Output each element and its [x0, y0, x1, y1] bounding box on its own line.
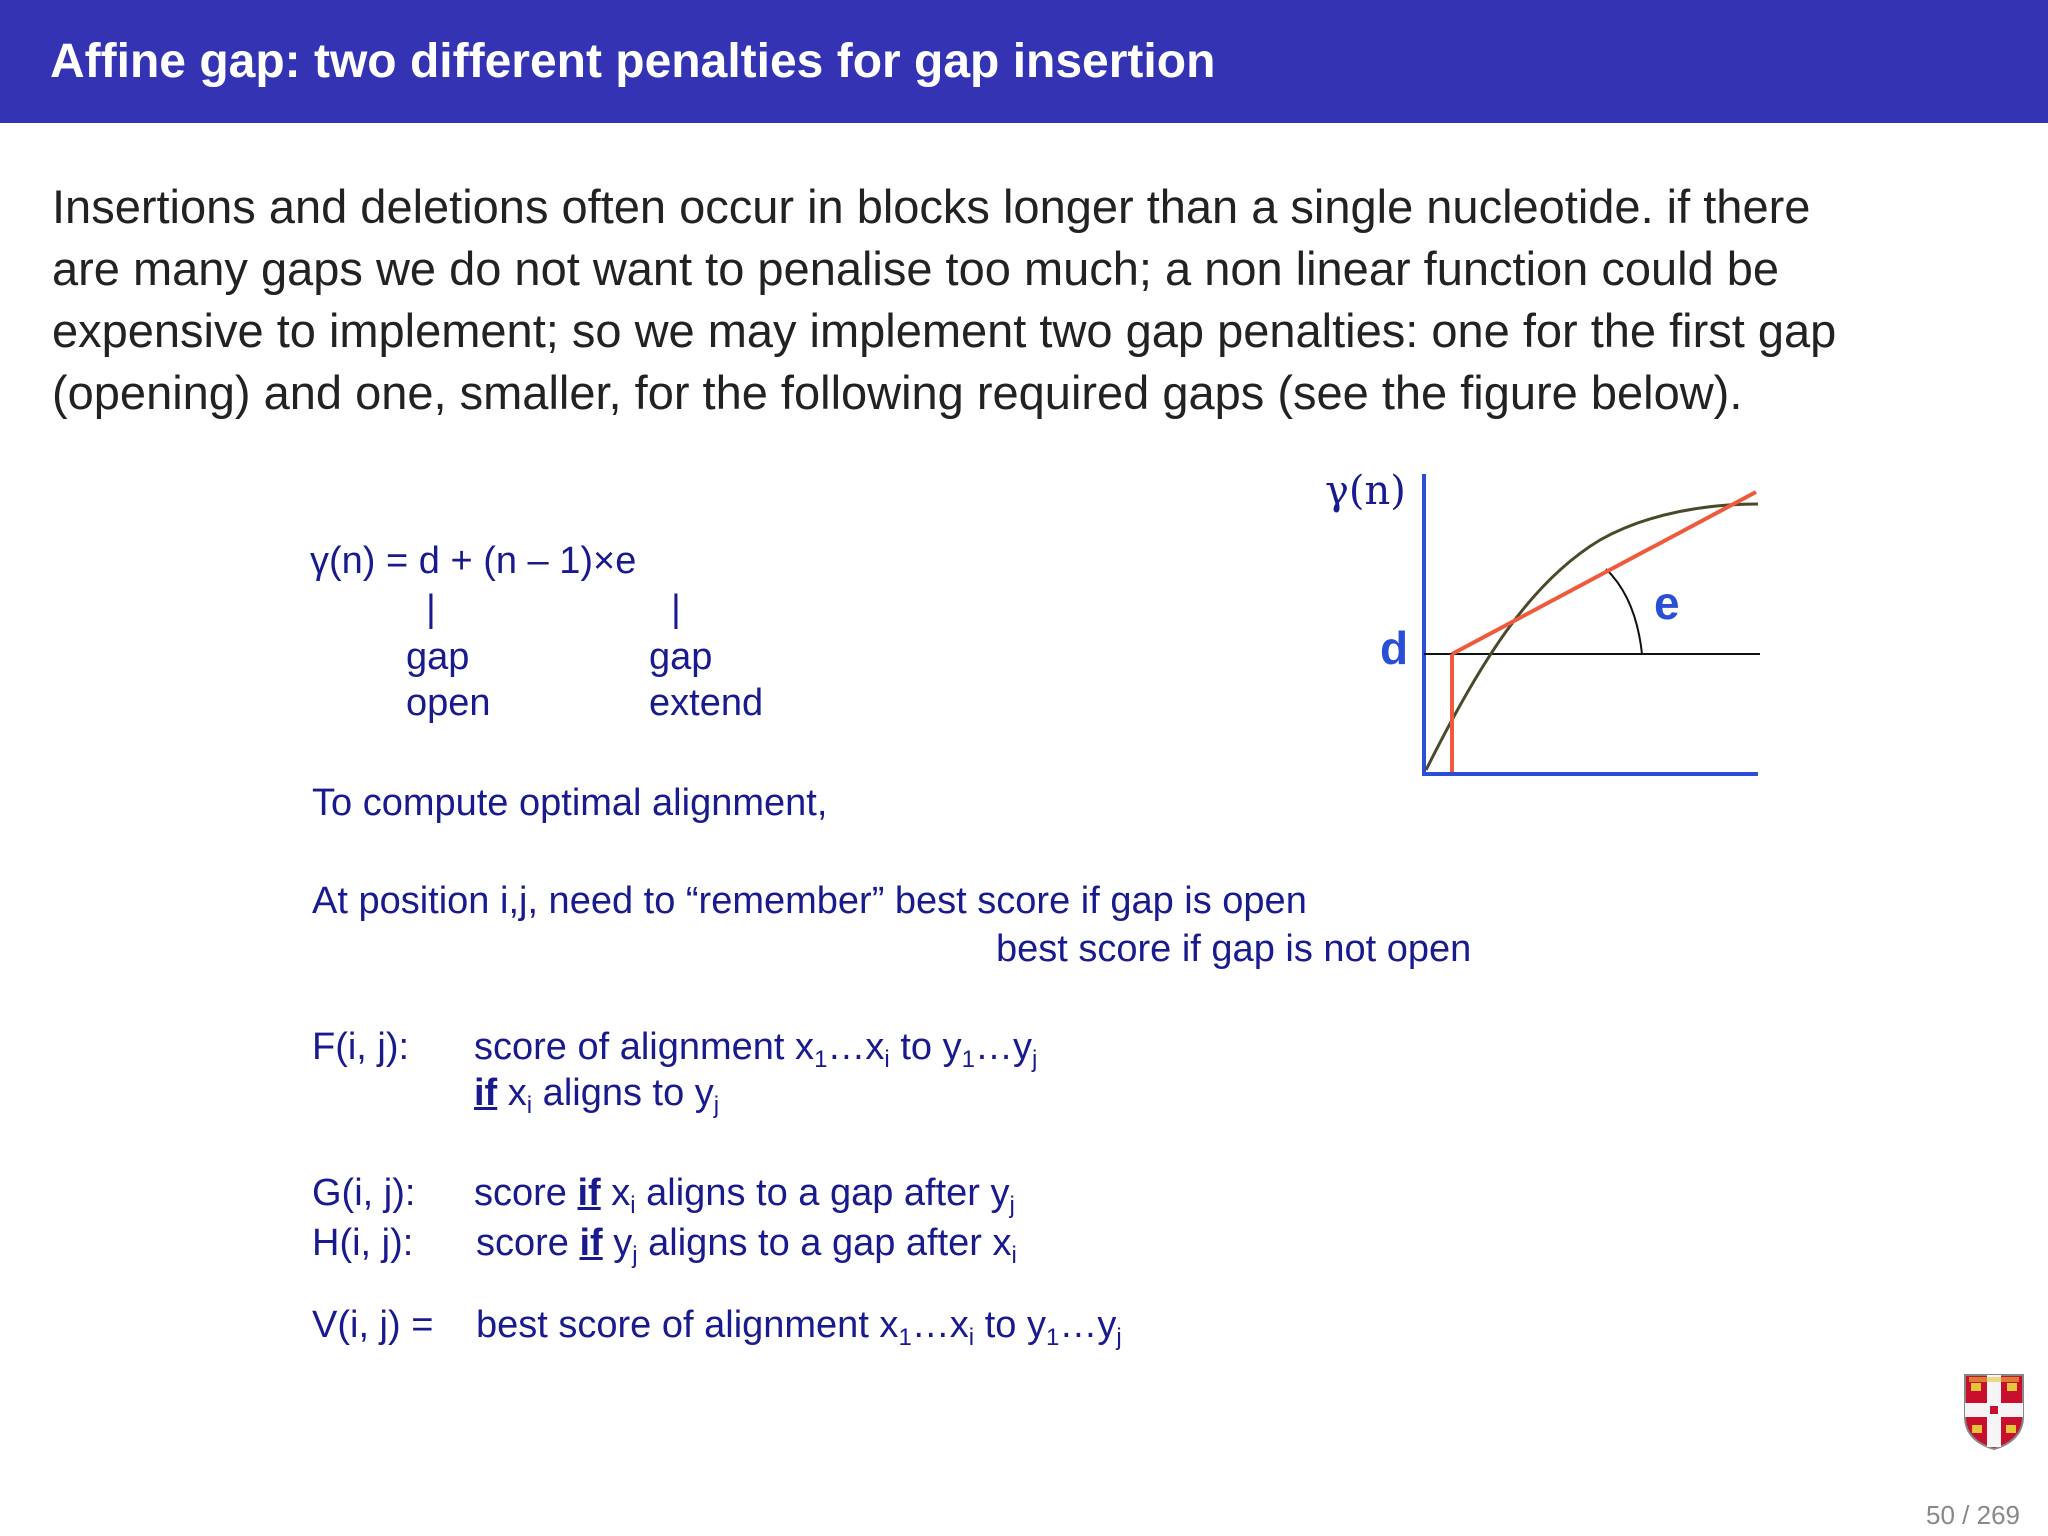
f-definition: score of alignment $x_1\dots x_i$ to $y_1\dots y_j$ — [474, 1026, 1038, 1073]
gap-penalty-equation: γ(n) = d + (n – 1)×e — [310, 540, 637, 582]
v-definition: best score of alignment $x_1\dots x_i$ to $y_1\dots y_j$ — [476, 1304, 1122, 1351]
slide-header — [0, 0, 2048, 123]
g-label: G(i, j): — [312, 1172, 416, 1214]
gap-open-label-line2: open — [406, 682, 491, 724]
intro-line: are many gaps we do not want to penalise too much; a non linear function could be — [52, 242, 1780, 295]
graph-e-label: e — [1654, 577, 1680, 629]
compute-line-1: To compute optimal alignment, — [312, 782, 828, 824]
gap-extend-label-line2: extend — [649, 682, 764, 724]
f-condition: if $x_i$ aligns to $y_j$ — [474, 1072, 720, 1119]
gap-open-bar: | — [426, 588, 436, 630]
gap-open-label-line1: gap — [406, 636, 470, 678]
intro-line: Insertions and deletions often occur in blocks longer than a single nucleotide. if there — [52, 180, 1811, 233]
slide-title: Affine gap: two different penalties for gap insertion — [50, 35, 1216, 88]
h-label: H(i, j): — [312, 1222, 414, 1264]
intro-line: (opening) and one, smaller, for the following required gaps (see the figure below). — [52, 366, 1743, 419]
f-label: F(i, j): — [312, 1026, 410, 1068]
gap-penalty-graph — [1310, 462, 1765, 792]
gap-extend-label-line1: gap — [649, 636, 713, 678]
graph-d-label: d — [1380, 622, 1409, 674]
compute-line-2: At position i,j, need to “remember” best score if gap is open — [312, 880, 1307, 922]
intro-line: expensive to implement; so we may implement two gap penalties: one for the first gap — [52, 304, 1837, 357]
gap-extend-bar: | — [671, 588, 681, 630]
h-definition: score if $y_j$ aligns to a gap after $x_i$ — [476, 1222, 1017, 1269]
intro-paragraph — [52, 176, 2012, 424]
compute-line-3: best score if gap is not open — [996, 928, 1472, 970]
page-number: 50 / 269 — [1926, 1500, 2020, 1530]
graph-gap-extend-line — [1452, 492, 1756, 654]
g-definition: score if $x_i$ aligns to a gap after $y_j$ — [474, 1172, 1015, 1219]
v-label: V(i, j) = — [312, 1304, 434, 1346]
university-crest-icon — [1963, 1373, 2025, 1451]
graph-y-label: γ(n) — [1325, 468, 1406, 514]
graph-nonlinear-curve — [1426, 504, 1758, 770]
graph-angle-arc — [1606, 569, 1642, 654]
